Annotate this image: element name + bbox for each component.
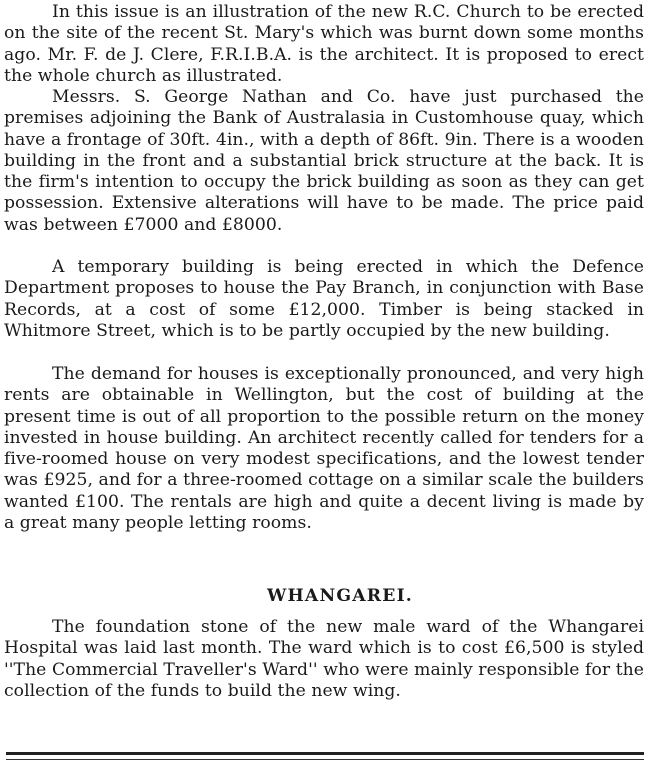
- paragraph-nathan-purchase: [4, 87, 644, 236]
- paragraph-text: A temporary building is being erected in which the Defence Department proposes to house the Pay Branch, in conjunction with Base Records, at a cost of some £12,000. Timber is being stacked in Whitmore Street, which is to be partly occupied by the new building.: [4, 257, 644, 341]
- footer-rule-thin: [6, 759, 644, 760]
- paragraph-church-illustration: [4, 2, 644, 87]
- paragraph-defence-building: [4, 257, 644, 342]
- footer-rule-thick: [6, 752, 644, 755]
- section-heading: WHANGAREI.: [266, 586, 413, 606]
- paragraph-text: Messrs. S. George Nathan and Co. have just purchased the premises adjoining the Bank of Australasia in Customhouse quay, which have a frontage of 30ft. 4in., with a depth of 86ft. 9in. There is a wooden building in the front and a substantial brick structure at the back. It is the firm's intention to occupy the brick building as soon as they can get possession. Extensive alterations will have to be made. The price paid was between £7000 and £8000.: [4, 87, 644, 235]
- paragraph-housing-demand: [4, 364, 644, 534]
- paragraph-text: The demand for houses is exceptionally pronounced, and very high rents are obtainable in Wellington, but the cost of building at the present time is out of all proportion to the possible return on the money invested in house building. An architect recently called for tenders for a five-roomed house on very modest specifications, and the lowest tender was £925, and for a three-roomed cottage on a similar scale the builders wanted £100. The rentals are high and quite a decent living is made by a great many people letting rooms.: [4, 364, 644, 534]
- paragraph-text: In this issue is an illustration of the new R.C. Church to be erected on the site of the recent St. Mary's which was burnt down some months ago. Mr. F. de J. Clere, F.R.I.B.A. is the architect. It is proposed to erect the whole church as illustrated.: [4, 2, 644, 86]
- paragraph-text: The foundation stone of the new male ward of the Whangarei Hospital was laid last month. The ward which is to cost £6,500 is styled ''The Commercial Traveller's Ward'' who were mainly responsible for the collection of the funds to build the new wing.: [4, 617, 644, 701]
- paragraph-whangarei-hospital: [4, 617, 644, 702]
